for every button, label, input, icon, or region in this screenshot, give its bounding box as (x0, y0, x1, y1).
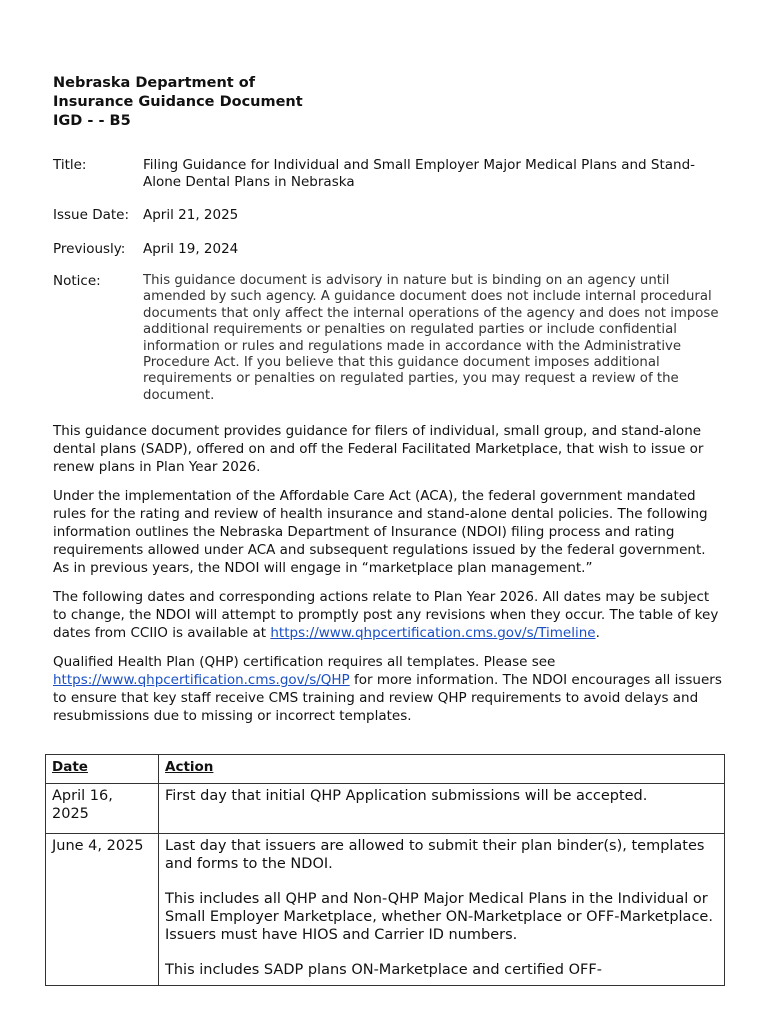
qhp-paragraph-text: Qualified Health Plan (QHP) certification requires all templates. Please see (53, 654, 556, 671)
timeline-link[interactable]: https://www.qhpcertification.cms.gov/s/Timeline (270, 625, 596, 642)
table-row (46, 784, 725, 834)
heading-line-3: IGD - - B5 (53, 113, 131, 129)
date-cell (46, 784, 159, 834)
aca-paragraph: Under the implementation of the Affordable Care Act (ACA), the federal government mandated rules for the rating and review of health insurance and stand-alone dental policies. The following information outlines the Nebraska Department of Insurance (NDOI) filing process and rating requirements allowed under ACA and subsequent regulations issued by the federal government. As in previous years, the NDOI will engage in “marketplace plan management.” (53, 488, 708, 577)
qhp-paragraph (53, 653, 725, 725)
action-cell (159, 784, 725, 834)
notice-value: This guidance document is advisory in nature but is binding on an agency until amended by such agency. A guidance document does not include internal procedural documents that only affect the internal operations of the agency and does not impose additional requirements or penalties on regulated parties or include confidential information or rules and regulations made in accordance with the Administrative Procedure Act. If you believe that this guidance document imposes additional requirements or penalties on regulated parties, you may request a review of the document. (143, 273, 719, 403)
title-row (53, 157, 725, 191)
issue-date-value: April 21, 2025 (143, 207, 239, 223)
previously-value: April 19, 2024 (143, 241, 239, 257)
notice-label: Notice: (53, 273, 101, 289)
date-text: June 4, 2025 (52, 838, 144, 854)
action-text: First day that initial QHP Application submissions will be accepted. (165, 788, 648, 804)
action-column-header (159, 755, 725, 784)
key-dates-table (45, 754, 725, 986)
dates-paragraph-end: . (595, 625, 600, 642)
heading-line-2: Insurance Guidance Document (53, 94, 303, 110)
qhp-paragraph-end: for more information. The NDOI encourages all issuers to ensure that key staff receive CMS training and review QHP requirements to avoid delays and resubmissions due to missing or incorrect templates. (53, 672, 722, 725)
date-header-label: Date (52, 759, 88, 775)
qhp-link[interactable]: https://www.qhpcertification.cms.gov/s/QHP (53, 672, 350, 689)
dates-paragraph (53, 588, 725, 642)
document-page (53, 74, 725, 736)
action-cell (159, 834, 725, 986)
issue-date-row (53, 207, 725, 224)
action-text: This includes SADP plans ON-Marketplace and certified OFF- (165, 962, 602, 978)
table-header-row (46, 755, 725, 784)
title-label: Title: (53, 157, 87, 173)
previously-label: Previously: (53, 241, 126, 257)
heading-line-1: Nebraska Department of (53, 75, 256, 91)
action-text: This includes all QHP and Non-QHP Major Medical Plans in the Individual or Small Employer Marketplace, whether ON-Marketplace or OFF-Marketplace. Issuers must have HIOS and Carrier ID numbers. (165, 891, 713, 943)
date-cell (46, 834, 159, 986)
issue-date-label: Issue Date: (53, 207, 130, 223)
title-value: Filing Guidance for Individual and Small Employer Major Medical Plans and Stand-Alone Dental Plans in Nebraska (143, 157, 696, 190)
table-row (46, 834, 725, 986)
dates-paragraph-text: The following dates and corresponding actions relate to Plan Year 2026. All dates may be subject to change, the NDOI will attempt to promptly post any revisions when they occur. The table of key dates from CCIIO is available at (53, 589, 719, 642)
document-heading (53, 74, 725, 131)
date-column-header (46, 755, 159, 784)
intro-paragraph: This guidance document provides guidance for filers of individual, small group, and stand-alone dental plans (SADP), offered on and off the Federal Facilitated Marketplace, that wish to issue or renew plans in Plan Year 2026. (53, 423, 704, 476)
notice-row (53, 273, 725, 404)
date-text: April 16, 2025 (52, 788, 113, 822)
previously-row (53, 241, 725, 258)
action-header-label: Action (165, 759, 214, 775)
action-text: Last day that issuers are allowed to submit their plan binder(s), templates and forms to the NDOI. (165, 838, 705, 872)
